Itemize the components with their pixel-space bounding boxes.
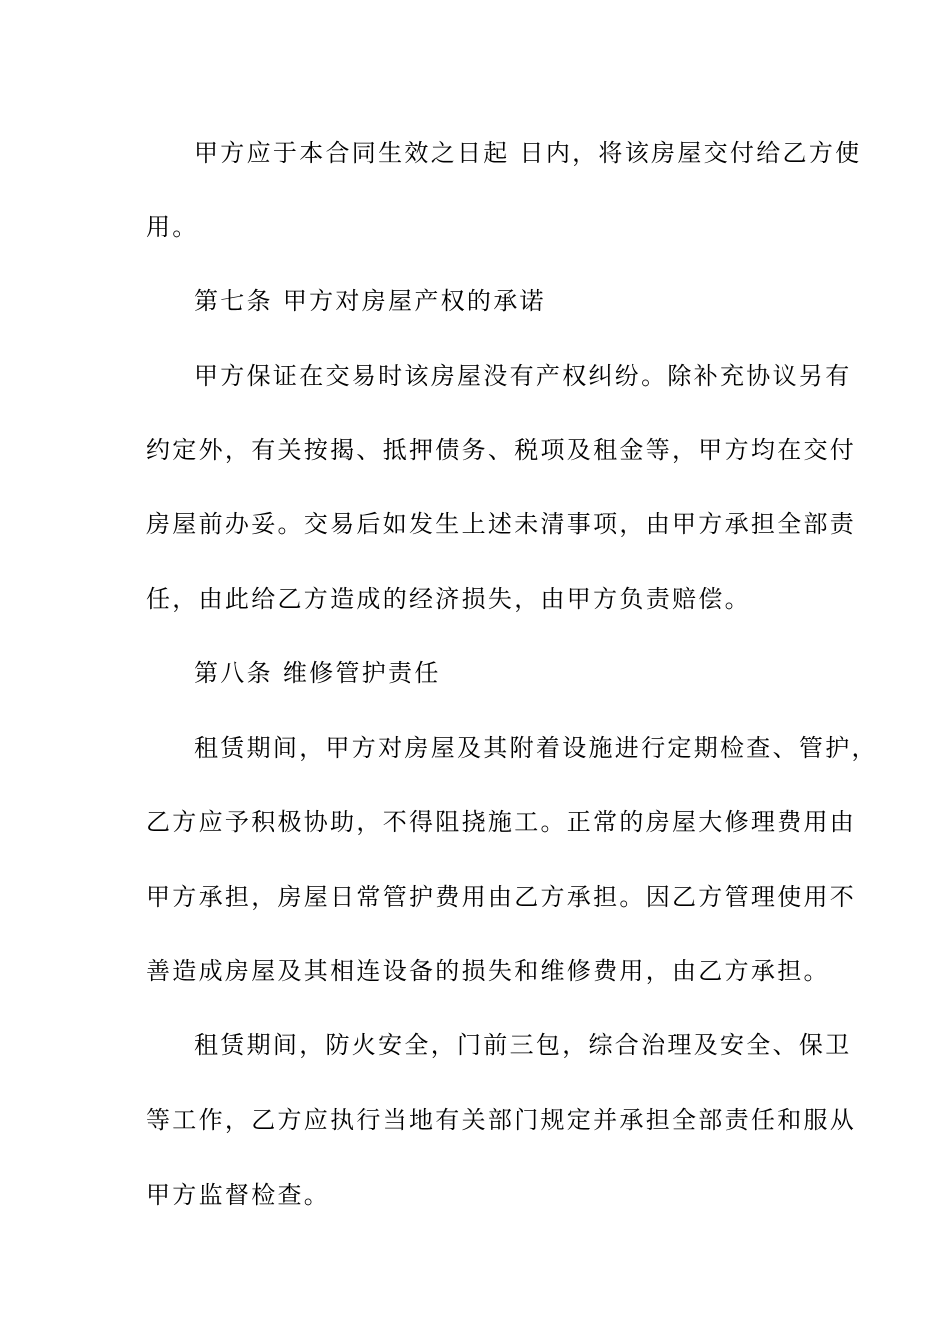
paragraph-delivery-line-1: 甲方应于本合同生效之日起 日内，将该房屋交付给乙方使 xyxy=(194,139,862,167)
article-8-paragraph-1-line-4: 善造成房屋及其相连设备的损失和维修费用，由乙方承担。 xyxy=(146,957,830,985)
article-7-heading: 第七条 甲方对房屋产权的承诺 xyxy=(194,287,546,315)
paragraph-delivery-line-2: 用。 xyxy=(146,213,199,241)
article-8-paragraph-1-line-3: 甲方承担，房屋日常管护费用由乙方承担。因乙方管理使用不 xyxy=(146,883,857,911)
article-7-paragraph-line-4: 任，由此给乙方造成的经济损失，由甲方负责赔偿。 xyxy=(146,585,751,613)
article-7-paragraph-line-1: 甲方保证在交易时该房屋没有产权纠纷。除补充协议另有 xyxy=(194,362,852,390)
article-7-paragraph-line-2: 约定外，有关按揭、抵押债务、税项及租金等，甲方均在交付 xyxy=(146,436,857,464)
article-8-paragraph-2-line-1: 租赁期间，防火安全，门前三包，综合治理及安全、保卫 xyxy=(194,1031,852,1059)
article-8-paragraph-2-line-3: 甲方监督检查。 xyxy=(146,1181,331,1209)
article-8-paragraph-1-line-2: 乙方应予积极协助，不得阻挠施工。正常的房屋大修理费用由 xyxy=(146,808,857,836)
article-7-paragraph-line-3: 房屋前办妥。交易后如发生上述未清事项，由甲方承担全部责 xyxy=(146,510,857,538)
article-8-paragraph-2-line-2: 等工作，乙方应执行当地有关部门规定并承担全部责任和服从 xyxy=(146,1106,857,1134)
article-8-paragraph-1-line-1: 租赁期间，甲方对房屋及其附着设施进行定期检查、管护， xyxy=(194,734,878,762)
article-8-heading: 第八条 维修管护责任 xyxy=(194,659,441,687)
